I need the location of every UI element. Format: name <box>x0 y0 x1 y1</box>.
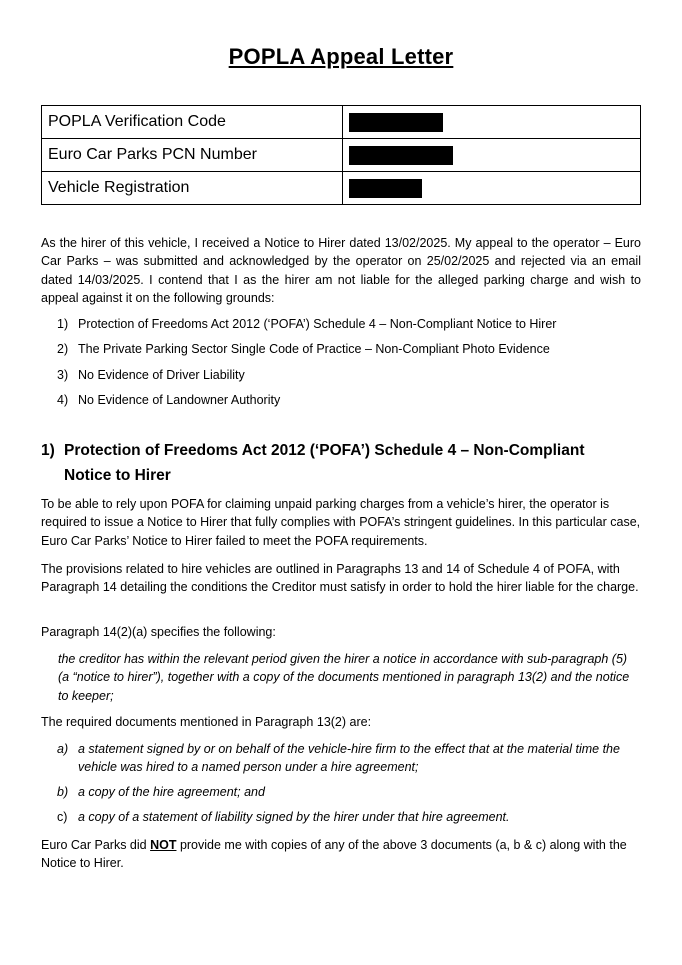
section-paragraph-3: Paragraph 14(2)(a) specifies the following: <box>41 625 276 639</box>
section-paragraph-4: The required documents mentioned in Paragraph 13(2) are: <box>41 715 372 729</box>
statute-quote: the creditor has within the relevant period given the hirer a notice in accordance with sub-paragraph (5) (a “notice to hirer”), together with a copy of the documents mentioned in paragraph 13(2) and the notice to keeper; <box>58 652 630 703</box>
table-row <box>42 172 641 205</box>
info-table <box>41 105 641 205</box>
redacted-block <box>349 146 453 165</box>
closing-paragraph: Euro Car Parks did NOT provide me with copies of any of the above 3 documents (a, b & c) along with the Notice to Hirer. <box>41 838 627 871</box>
list-item: b) a copy of the hire agreement; and <box>57 784 265 799</box>
section-paragraph-1: To be able to rely upon POFA for claiming unpaid parking charges from a vehicle’s hirer, the operator is required to issue a Notice to Hirer that fully complies with POFA’s stringent guidelines. In this particular case, Euro Car Parks’ Notice to Hirer failed to meet the POFA requirements. <box>41 497 641 548</box>
emphasis-not: NOT <box>150 838 177 852</box>
table-row <box>42 106 641 139</box>
list-item: 4) No Evidence of Landowner Authority <box>57 393 281 408</box>
pcn-number-label: Euro Car Parks PCN Number <box>42 139 343 172</box>
list-item: 3) No Evidence of Driver Liability <box>57 367 245 382</box>
redacted-block <box>349 113 443 132</box>
vehicle-registration-value <box>343 172 641 205</box>
list-item: c) a copy of a statement of liability signed by the hirer under that hire agreement. <box>57 810 510 825</box>
table-row <box>42 139 641 172</box>
verification-code-label: POPLA Verification Code <box>42 106 343 139</box>
page-title: POPLA Appeal Letter <box>228 44 454 69</box>
section-paragraph-2: The provisions related to hire vehicles are outlined in Paragraphs 13 and 14 of Schedule 4 of POFA, with Paragraph 14 detailing the conditions the Creditor must satisfy in order to hold the hirer liable for the charge. <box>41 562 639 595</box>
documents-list <box>57 740 641 827</box>
list-item: 2) The Private Parking Sector Single Code of Practice – Non-Compliant Photo Evidence <box>57 342 550 357</box>
section-heading: 1) Protection of Freedoms Act 2012 (‘POFA’) Schedule 4 – Non-Compliant Notice to Hirer <box>41 442 585 484</box>
list-item: 1) Protection of Freedoms Act 2012 (‘POFA’) Schedule 4 – Non-Compliant Notice to Hirer <box>57 317 557 331</box>
pcn-number-value <box>343 139 641 172</box>
redacted-block <box>349 179 422 198</box>
intro-paragraph: As the hirer of this vehicle, I received a Notice to Hirer dated 13/02/2025. My appeal to the operator – Euro Car Parks – was submitted and acknowledged by the operator on 25/02/2025 and rejected via an email dated 14/03/2025. I contend that I as the hirer am not liable for the alleged parking charge and wish to appeal against it on the following grounds: <box>41 236 641 306</box>
vehicle-registration-label: Vehicle Registration <box>42 172 343 205</box>
grounds-list <box>57 312 617 414</box>
verification-code-value <box>343 106 641 139</box>
list-item: a) a statement signed by or on behalf of the vehicle-hire firm to the effect that at the material time the vehicle was hired to a named person under a hire agreement; <box>57 742 620 775</box>
